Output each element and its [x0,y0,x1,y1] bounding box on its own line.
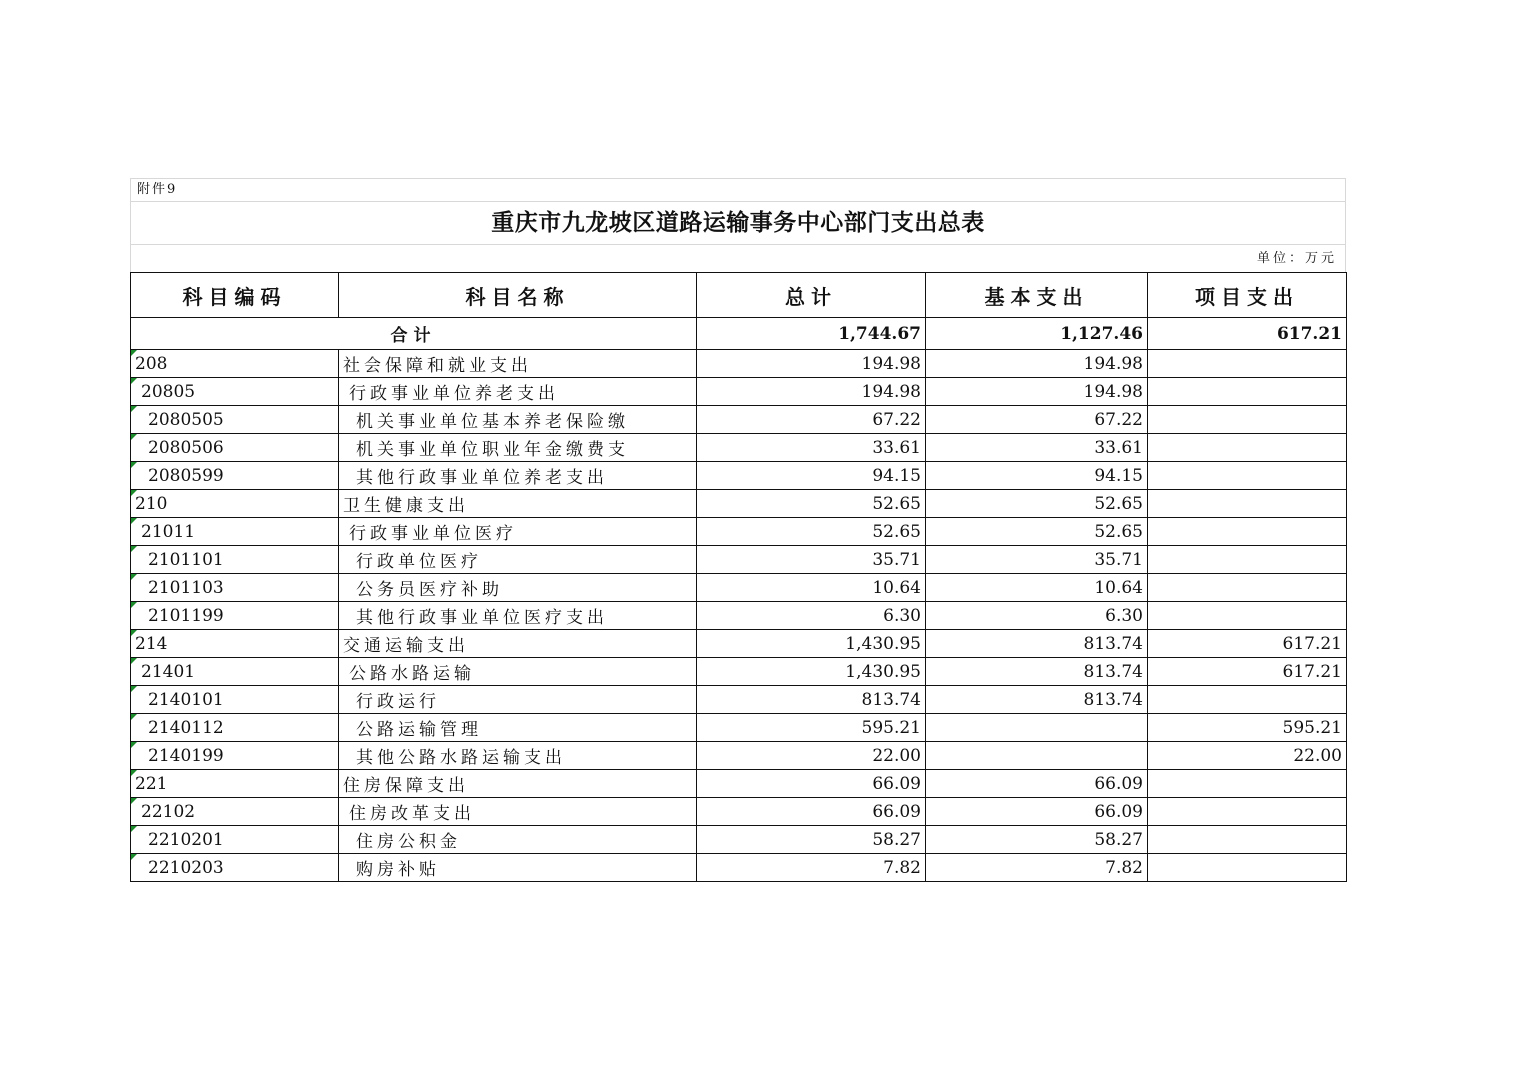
row-total: 58.27 [697,826,926,854]
row-name: 行政单位医疗 [339,546,697,574]
row-basic: 52.65 [926,518,1148,546]
table-row [131,798,1347,826]
row-project: 617.21 [1148,630,1347,658]
row-name: 机关事业单位职业年金缴费支 [339,434,697,462]
row-project [1148,546,1347,574]
row-total: 194.98 [697,350,926,378]
table-row [131,574,1347,602]
header-basic: 基本支出 [926,273,1148,318]
total-label: 合计 [131,318,697,350]
row-total: 33.61 [697,434,926,462]
row-total: 1,430.95 [697,658,926,686]
row-name: 交通运输支出 [339,630,697,658]
row-project [1148,350,1347,378]
row-project [1148,854,1347,882]
row-code: 2101101 [131,546,339,574]
row-code: 2210201 [131,826,339,854]
attachment-label: 附件9 [131,179,1345,202]
row-name: 社会保障和就业支出 [339,350,697,378]
row-basic: 7.82 [926,854,1148,882]
row-basic: 194.98 [926,378,1148,406]
sheet-header-box [130,178,1346,272]
row-project: 617.21 [1148,658,1347,686]
row-name: 公务员医疗补助 [339,574,697,602]
row-basic: 6.30 [926,602,1148,630]
row-total: 66.09 [697,770,926,798]
row-total: 194.98 [697,378,926,406]
row-code: 21401 [131,658,339,686]
row-basic: 67.22 [926,406,1148,434]
row-name: 住房公积金 [339,826,697,854]
row-project [1148,686,1347,714]
row-basic: 66.09 [926,798,1148,826]
row-name: 住房改革支出 [339,798,697,826]
table-row [131,602,1347,630]
row-code: 2101199 [131,602,339,630]
row-name: 行政运行 [339,686,697,714]
table-row [131,518,1347,546]
row-name: 其他行政事业单位养老支出 [339,462,697,490]
row-name: 住房保障支出 [339,770,697,798]
total-row [131,318,1347,350]
header-row [131,273,1347,318]
row-total: 813.74 [697,686,926,714]
row-project [1148,434,1347,462]
row-total: 10.64 [697,574,926,602]
table-row [131,714,1347,742]
row-basic: 813.74 [926,658,1148,686]
page-title: 重庆市九龙坡区道路运输事务中心部门支出总表 [131,202,1345,245]
row-basic: 66.09 [926,770,1148,798]
row-name: 其他行政事业单位医疗支出 [339,602,697,630]
row-name: 公路运输管理 [339,714,697,742]
row-project [1148,462,1347,490]
row-project [1148,798,1347,826]
row-total: 595.21 [697,714,926,742]
row-basic [926,714,1148,742]
row-total: 94.15 [697,462,926,490]
row-project [1148,770,1347,798]
expenditure-table [130,272,1347,882]
row-total: 22.00 [697,742,926,770]
table-row [131,462,1347,490]
row-total: 52.65 [697,518,926,546]
row-basic: 58.27 [926,826,1148,854]
row-name: 公路水路运输 [339,658,697,686]
row-code: 2140199 [131,742,339,770]
table-row [131,658,1347,686]
row-name: 其他公路水路运输支出 [339,742,697,770]
table-row [131,826,1347,854]
row-code: 208 [131,350,339,378]
header-name: 科目名称 [339,273,697,318]
row-project [1148,490,1347,518]
row-project [1148,602,1347,630]
row-project: 595.21 [1148,714,1347,742]
table-row [131,378,1347,406]
row-code: 2101103 [131,574,339,602]
row-code: 21011 [131,518,339,546]
row-name: 行政事业单位养老支出 [339,378,697,406]
table-row [131,546,1347,574]
total-project: 617.21 [1148,318,1347,350]
row-project [1148,574,1347,602]
row-code: 210 [131,490,339,518]
total-basic: 1,127.46 [926,318,1148,350]
row-project: 22.00 [1148,742,1347,770]
row-total: 1,430.95 [697,630,926,658]
row-basic: 10.64 [926,574,1148,602]
row-name: 行政事业单位医疗 [339,518,697,546]
row-total: 35.71 [697,546,926,574]
row-code: 221 [131,770,339,798]
row-code: 2080599 [131,462,339,490]
row-code: 2210203 [131,854,339,882]
table-row [131,406,1347,434]
table-row [131,770,1347,798]
header-project: 项目支出 [1148,273,1347,318]
table-row [131,630,1347,658]
row-basic: 94.15 [926,462,1148,490]
total-total: 1,744.67 [697,318,926,350]
row-project [1148,378,1347,406]
row-total: 52.65 [697,490,926,518]
row-basic: 813.74 [926,686,1148,714]
row-project [1148,406,1347,434]
row-total: 67.22 [697,406,926,434]
unit-label: 单位：万元 [1256,251,1337,266]
table-row [131,686,1347,714]
row-code: 2140112 [131,714,339,742]
expenditure-sheet [130,178,1346,882]
row-basic: 194.98 [926,350,1148,378]
header-code: 科目编码 [131,273,339,318]
header-total: 总计 [697,273,926,318]
row-name: 卫生健康支出 [339,490,697,518]
row-code: 2080506 [131,434,339,462]
row-basic: 33.61 [926,434,1148,462]
row-basic [926,742,1148,770]
row-project [1148,826,1347,854]
row-total: 6.30 [697,602,926,630]
row-code: 20805 [131,378,339,406]
table-row [131,490,1347,518]
row-code: 2080505 [131,406,339,434]
table-row [131,854,1347,882]
row-code: 22102 [131,798,339,826]
row-code: 2140101 [131,686,339,714]
row-project [1148,518,1347,546]
row-total: 7.82 [697,854,926,882]
row-basic: 35.71 [926,546,1148,574]
row-name: 购房补贴 [339,854,697,882]
table-row [131,742,1347,770]
table-row [131,350,1347,378]
row-code: 214 [131,630,339,658]
row-total: 66.09 [697,798,926,826]
row-basic: 813.74 [926,630,1148,658]
table-row [131,434,1347,462]
row-name: 机关事业单位基本养老保险缴 [339,406,697,434]
row-basic: 52.65 [926,490,1148,518]
